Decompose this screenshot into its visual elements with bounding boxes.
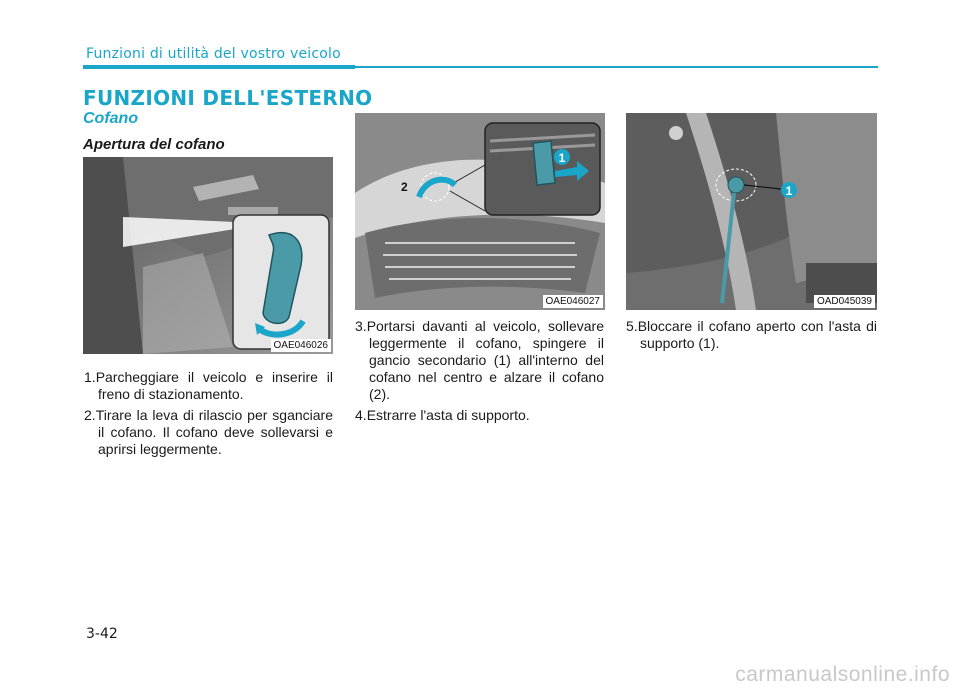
subsection-subtitle: Apertura del cofano <box>83 136 225 153</box>
section-title: FUNZIONI DELL'ESTERNO <box>83 86 373 110</box>
steps-column-1 <box>84 369 333 462</box>
figure-hood-release-lever <box>83 157 333 354</box>
watermark: carmanualsonline.info <box>735 663 950 686</box>
step-item: 4.Estrarre l'asta di supporto. <box>355 407 530 423</box>
callout-1: 1 <box>785 184 793 198</box>
header-rule <box>355 66 878 68</box>
header-accent-bar <box>83 65 355 69</box>
callout-1: 1 <box>558 151 566 165</box>
subsection-title: Cofano <box>83 110 139 127</box>
figure-vehicle-front-hood-latch <box>355 113 605 310</box>
page-number: 3-42 <box>86 626 118 642</box>
step-item: 2.Tirare la leva di rilascio per sganciare il cofano. Il cofano deve sollevarsi e aprirsi leggermente. <box>84 407 333 457</box>
steps-column-3 <box>626 318 877 356</box>
step-item: 3.Portarsi davanti al veicolo, sollevare leggermente il cofano, spingere il gancio secondario (1) all'interno del cofano nel centro e alzare il cofano (2). <box>355 318 604 402</box>
figure-caption: OAE046026 <box>271 339 332 352</box>
step-item: 5.Bloccare il cofano aperto con l'asta di supporto (1). <box>626 318 877 351</box>
figure-caption: OAD045039 <box>814 295 875 308</box>
running-header: Funzioni di utilità del vostro veicolo <box>86 46 341 62</box>
figure-hood-support-rod <box>626 113 877 310</box>
step-item: 1.Parcheggiare il veicolo e inserire il freno di stazionamento. <box>84 369 333 402</box>
figure-caption: OAE046027 <box>543 295 604 308</box>
callout-2: 2 <box>401 180 408 194</box>
steps-column-2 <box>355 318 604 428</box>
